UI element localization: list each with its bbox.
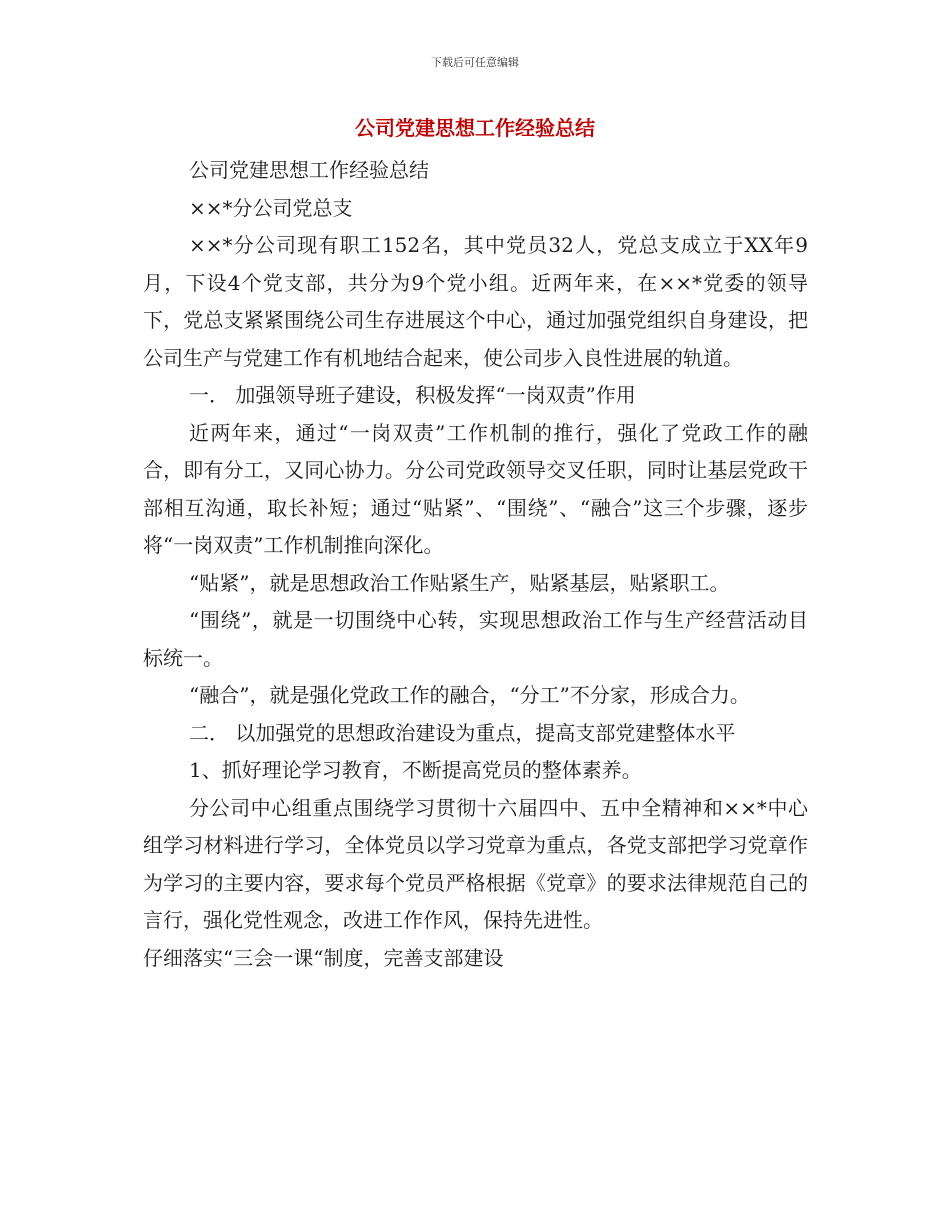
paragraph-tiejin: “贴紧”，就是思想政治工作贴紧生产，贴紧基层，贴紧职工。: [189, 570, 730, 595]
paragraph-intro: ××*分公司现有职工152名，其中党员32人，党总支成立于XX年9月，下设4个党支部，共分为9个党小组。近两年来，在××*党委的领导下，党总支紧紧围绕公司生存进展这个中心，通过加强党组织自身建设，把公司生产与党建工作有机地结合起来，使公司步入良性进展的轨道。: [143, 233, 808, 370]
paragraph-study: 分公司中心组重点围绕学习贯彻十六届四中、五中全精神和××*中心组学习材料进行学习，全体党员以学习党章为重点，各党支部把学习党章作为学习的主要内容，要求每个党员严格根据《党章》的要求法律规范自己的言行，强化党性观念，改进工作作风，保持先进性。: [143, 795, 808, 932]
paragraph-subtitle: 公司党建思想工作经验总结: [189, 158, 429, 182]
section-heading-2: 二． 以加强党的思想政治建设为重点，提高支部党建整体水平: [189, 720, 736, 745]
paragraph-author: ××*分公司党总支: [189, 195, 353, 220]
paragraph-ronghe: “融合”，就是强化党政工作的融合，“分工”不分家，形成合力。: [189, 683, 750, 707]
section-heading-1: 一． 加强领导班子建设，积极发挥“一岗双责”作用: [189, 383, 636, 407]
document-title: 公司党建思想工作经验总结: [355, 116, 595, 140]
subsection-heading-1: 1、抓好理论学习教育，不断提高党员的整体素养。: [189, 758, 642, 782]
document-body: [143, 152, 808, 977]
paragraph-section-1: 近两年来，通过“一岗双责”工作机制的推行，强化了党政工作的融合，即有分工，又同心协力。分公司党政领导交叉任职，同时让基层党政干部相互沟通，取长补短；通过“贴紧”、“围绕”、“融合”这三个步骤，逐步将“一岗双责”工作机制推向深化。: [143, 420, 808, 557]
page-header-note: 下载后可任意编辑: [431, 56, 519, 69]
paragraph-weirao: “围绕”，就是一切围绕中心转，实现思想政治工作与生产经营活动目标统一。: [143, 608, 808, 670]
paragraph-system: 仔细落实“三会一课“制度，完善支部建设: [143, 945, 504, 970]
